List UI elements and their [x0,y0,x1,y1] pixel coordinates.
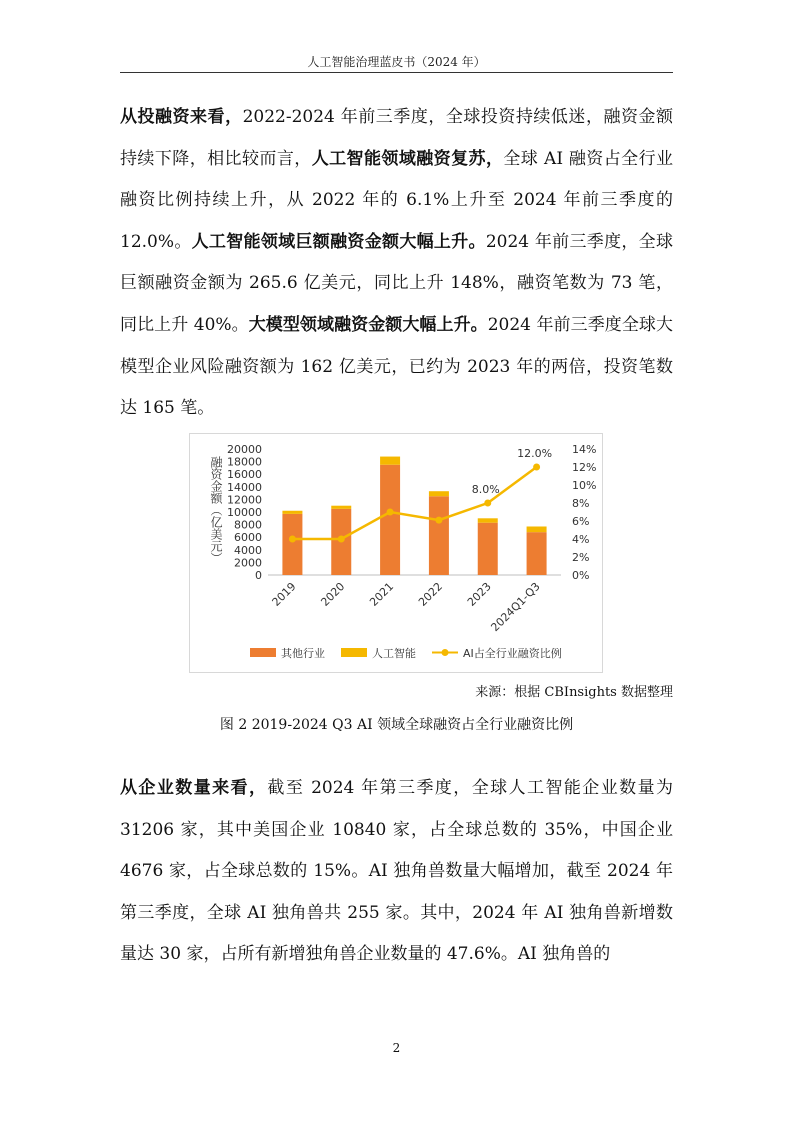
y2-tick-label: 12% [572,461,597,474]
y2-tick-label: 8% [572,497,590,510]
y-axis-title: 融资金额（亿美元） [209,456,223,564]
paragraph-run: 全球 AI 融资占全行业融资比例持续上升，从 2022 年的 6.1%上升至 2024 年前三季度的 12.0%。 [120,148,674,252]
running-header: 人工智能治理蓝皮书（2024 年） [307,55,486,69]
paragraph-run: 大模型领域融资金额大幅上升。 [248,314,488,335]
y-tick-label: 2000 [234,556,262,570]
bar-segment [527,532,547,575]
ratio-point [533,464,540,471]
page-number: 2 [392,1041,401,1055]
y-tick-label: 18000 [227,455,262,469]
bar-segment [380,457,400,465]
paragraph-run: 2024 年前三季度全球大模型企业风险融资额为 162 亿美元，已约为 2023 年的两倍，投资笔数达 165 笔。 [120,314,673,419]
legend-label: 人工智能 [372,647,416,660]
legend-label: 其他行业 [281,647,325,660]
bar-segment [429,491,449,496]
y-tick-label: 20000 [227,443,262,456]
ratio-line [292,467,536,539]
paragraph-run: 2024 年前三季度，全球巨额融资金额为 265.6 亿美元，同比上升 148%，融资笔数为 73 笔，同比上升 40%。 [120,231,673,335]
bar-segment [478,518,498,522]
bar-segment [282,511,302,514]
y2-tick-label: 0% [572,569,590,582]
x-tick-label: 2024Q1-Q3 [488,579,543,635]
bar-segment [331,506,351,509]
y-tick-label: 4000 [234,543,262,557]
figure-caption: 图 2 2019-2024 Q3 AI 领域全球融资占全行业融资比例 [219,717,574,733]
ratio-point [435,517,442,524]
bar-segment [380,465,400,575]
bar-segment [429,496,449,575]
x-tick-label: 2020 [318,579,348,609]
x-tick-label: 2023 [464,579,494,609]
y2-tick-label: 6% [572,515,590,528]
legend-swatch [341,648,367,657]
data-label: 12.0% [517,447,553,460]
financing-chart [189,433,603,673]
paragraph-run: 人工智能领域融资复苏， [311,148,504,169]
paragraph-investment [120,97,673,430]
header-rule [120,72,673,73]
x-tick-label: 2021 [367,579,397,609]
paragraph-run: 截至 2024 年第三季度，全球人工智能企业数量为 31206 家，其中美国企业 10840 家，占全球总数的 35%，中国企业 4676 家，占全球总数的 15%。AI 独角兽数量大幅增加，截至 2024 年第三季度，全球 AI 独角兽共 255 家。其中，2024 年 AI 独角兽新增数量达 30 家，占所有新增独角兽企业数量的 47.6%。AI 独角兽的 [120,778,673,965]
ratio-point [484,500,491,507]
y2-tick-label: 4% [572,533,590,546]
bar-segment [282,514,302,575]
data-label: 8.0% [471,483,500,496]
paragraph-run: 人工智能领域巨额融资金额大幅上升。 [191,231,486,252]
y2-tick-label: 10% [572,479,597,492]
y-tick-label: 8000 [234,518,262,532]
bar-segment [527,526,547,532]
figure-source: 来源：根据 CBInsights 数据整理 [475,685,673,700]
y-tick-label: 10000 [227,506,262,519]
chart-canvas [190,434,604,674]
ratio-point [289,536,296,543]
ratio-point [338,536,345,543]
legend-label: AI占全行业融资比例 [463,647,562,660]
legend-marker [442,649,449,656]
y-tick-label: 16000 [227,468,262,482]
x-tick-label: 2019 [269,579,299,609]
y2-tick-label: 2% [572,551,590,564]
y-tick-label: 12000 [227,493,262,507]
paragraph-companies [120,768,673,976]
legend-swatch [250,648,276,657]
paragraph-run: 2022-2024 年前三季度，全球投资持续低迷，融资金额持续下降，相比较而言， [120,107,673,169]
y-tick-label: 6000 [234,531,262,545]
bar-segment [478,523,498,575]
y-tick-label: 0 [255,569,262,582]
ratio-point [387,509,394,516]
paragraph-run: 从投融资来看， [120,107,243,127]
paragraph-run: 从企业数量来看， [120,778,268,798]
y2-tick-label: 14% [572,443,597,456]
y-tick-label: 14000 [227,480,262,494]
x-tick-label: 2022 [416,579,446,609]
